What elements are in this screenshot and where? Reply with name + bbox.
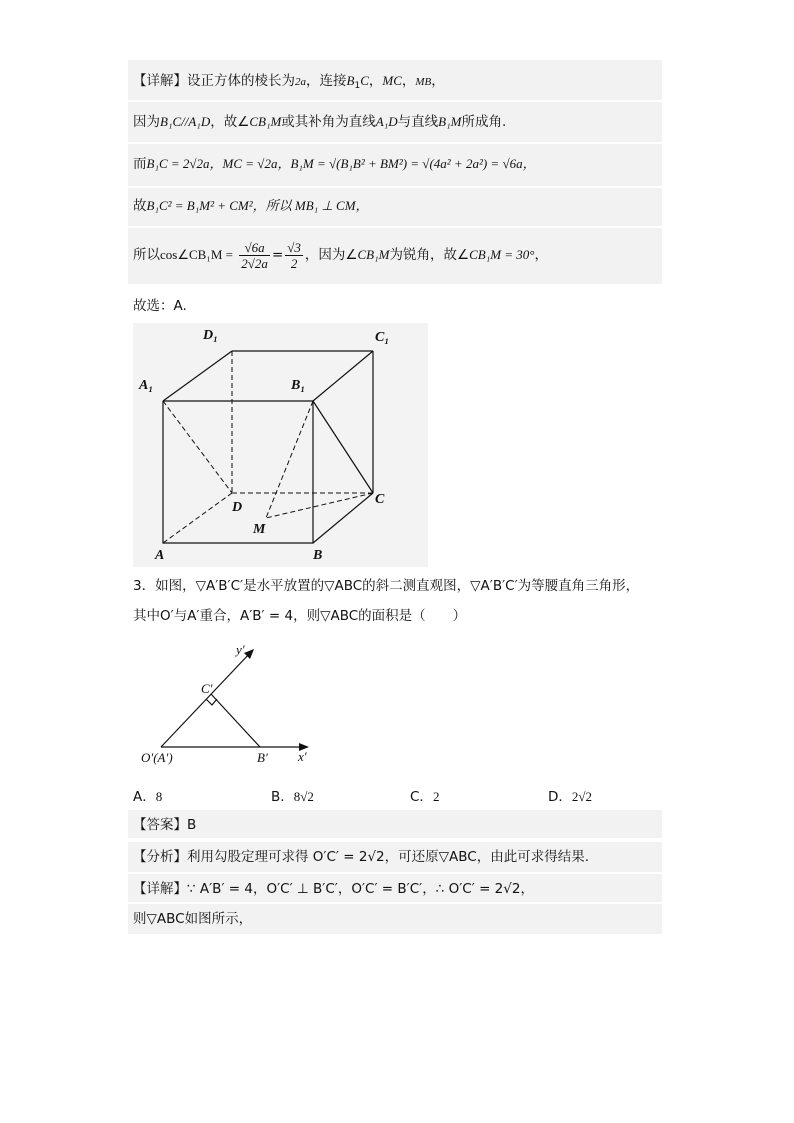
question-3-line-1: 3．如图，▽A′B′C′是水平放置的▽ABC的斜二测直观图，▽A′B′C′为等腰直角三角形， xyxy=(133,578,640,594)
label-y-prime: y′ xyxy=(236,642,245,657)
label-d: D xyxy=(232,500,243,515)
detail-line-6: 故选：A. xyxy=(133,298,187,314)
label-c-prime: C′ xyxy=(201,681,213,696)
label-a1: A₁ xyxy=(139,378,154,393)
detail-line-2: 因为B₁C//A₁D，故∠CB₁M或其补角为直线A₁D与直线B₁M所成角. xyxy=(133,114,507,130)
final-line: 则▽ABC如图所示， xyxy=(133,911,253,927)
cube-figure xyxy=(133,323,428,567)
option-c: C．2 xyxy=(410,789,440,805)
label-b: B xyxy=(313,548,323,563)
label-c1: C₁ xyxy=(375,330,390,345)
detail-q3-line: 【详解】∵ A′B′ = 4，O′C′ ⊥ B′C′，O′C′ = B′C′，∴ O′C′ = 2√2， xyxy=(133,881,534,897)
fraction-2: $\frac{√3}{2}$ xyxy=(287,239,301,271)
shade-band-6 xyxy=(128,810,662,838)
question-3-line-2: 其中O′与A′重合，A′B′ = 4，则▽ABC的面积是（ ） xyxy=(133,608,467,624)
label-a: A xyxy=(155,548,165,563)
label-d1: D₁ xyxy=(203,328,218,343)
detail-line-5: 所以cos∠CB₁M = $\frac{√6a}{2√2a}$ = $\frac{√3}{2}$ ，因为∠CB₁M为锐角，故∠CB₁M = 30°， xyxy=(133,239,549,271)
fraction-1: $\frac{√6a}{2√2a}$ xyxy=(241,239,268,271)
label-c: C xyxy=(375,492,385,507)
detail-line-1: 【详解】设正方体的棱长为2a，连接$B_1C$，MC，MB， xyxy=(133,73,445,91)
detail-tag: 【详解】 xyxy=(133,73,187,89)
option-d: D．2√2 xyxy=(548,789,593,805)
label-x-prime: x′ xyxy=(298,749,307,764)
label-b-prime: B′ xyxy=(257,750,268,765)
option-b: B．8√2 xyxy=(271,789,314,805)
label-o-prime: O′(A′) xyxy=(141,750,173,765)
analysis-line: 【分析】利用勾股定理可求得 O′C′ = 2√2，可还原▽ABC，由此可求得结果. xyxy=(133,849,590,865)
oblique-triangle-figure xyxy=(133,640,333,775)
option-a: A．8 xyxy=(133,789,163,805)
detail-line-4: 故B₁C² = B₁M² + CM²，所以 MB₁ ⊥ CM， xyxy=(133,198,369,214)
detail-line-3: 而B₁C = 2√2a，MC = √2a，B₁M = √(B₁B² + BM²) = √(4a² + 2a²) = √6a， xyxy=(133,156,536,172)
answer-line: 【答案】B xyxy=(133,817,197,833)
label-b1: B₁ xyxy=(291,378,306,393)
label-m: M xyxy=(253,522,266,537)
